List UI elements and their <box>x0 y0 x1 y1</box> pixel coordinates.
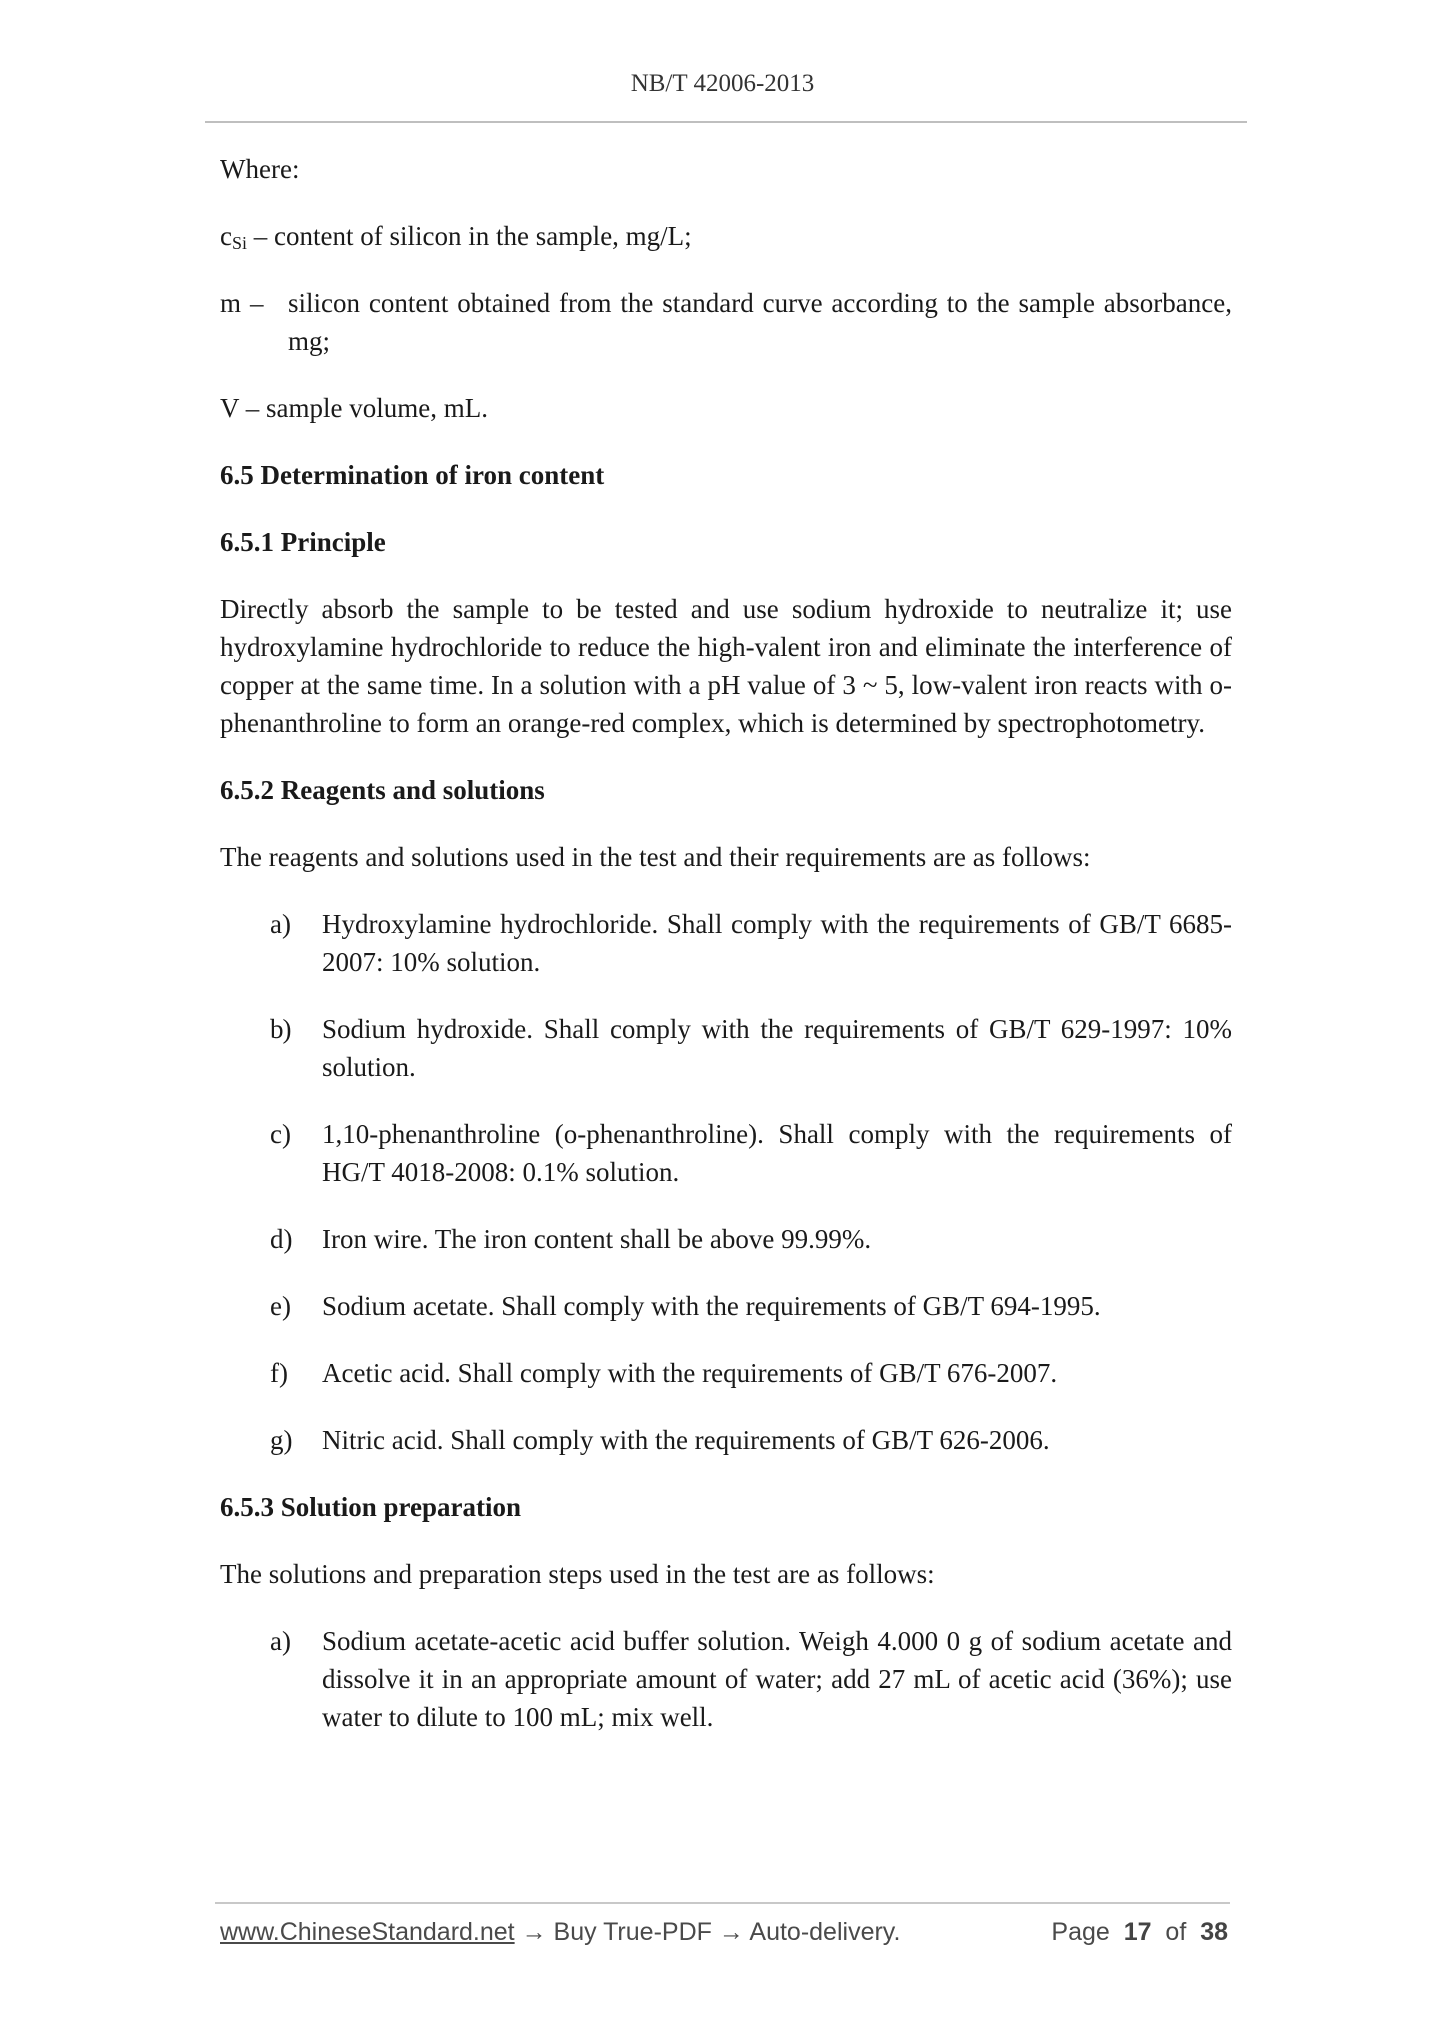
list-marker: f) <box>270 1358 288 1388</box>
definition-m <box>220 284 1232 360</box>
section-heading-6-5: 6.5 Determination of iron content <box>220 460 605 490</box>
website-link[interactable]: www.ChineseStandard.net <box>220 1918 515 1946</box>
definition-c-si <box>220 217 1232 255</box>
list-text: Acetic acid. Shall comply with the requirements of GB/T 676-2007. <box>322 1358 1058 1388</box>
section-heading-6-5-3: 6.5.3 Solution preparation <box>220 1492 522 1522</box>
definition-symbol: c <box>220 221 232 251</box>
reagent-item-f <box>270 1354 1232 1392</box>
list-text: Sodium acetate-acetic acid buffer solution. Weigh 4.000 0 g of sodium acetate and dissolve it in an appropriate amount of water; add 27 mL of acetic acid (36%); use water to dilute to 100 mL; mix well. <box>322 1626 1232 1732</box>
page-content <box>220 150 1232 1765</box>
where-label: Where: <box>220 154 300 184</box>
footer-tagline: → Buy True-PDF → Auto-delivery. <box>514 1918 901 1946</box>
section-heading-6-5-2: 6.5.2 Reagents and solutions <box>220 775 545 805</box>
reagent-item-g <box>270 1421 1232 1459</box>
list-text: Nitric acid. Shall comply with the requirements of GB/T 626-2006. <box>322 1425 1050 1455</box>
header-divider <box>205 121 1247 123</box>
definition-text: – content of silicon in the sample, mg/L; <box>247 221 692 251</box>
list-marker: d) <box>270 1224 293 1254</box>
document-code-header: NB/T 42006-2013 <box>630 70 815 97</box>
list-text: Sodium acetate. Shall comply with the requirements of GB/T 694-1995. <box>322 1291 1101 1321</box>
page-current: 17 <box>1123 1918 1152 1946</box>
principle-paragraph: Directly absorb the sample to be tested and use sodium hydroxide to neutralize it; use hydroxylamine hydrochloride to reduce the high-valent iron and eliminate the interference of copper at the same time. In a solution with a pH value of 3 ~ 5, low-valent iron reacts with o-phenanthroline to form an orange-red complex, which is determined by spectrophotometry. <box>220 594 1232 738</box>
list-marker: b) <box>270 1014 291 1044</box>
reagent-item-e <box>270 1287 1232 1325</box>
list-marker: e) <box>270 1291 291 1321</box>
page-of: of <box>1165 1918 1187 1946</box>
page-label: Page <box>1051 1918 1110 1946</box>
list-marker: a) <box>270 909 291 939</box>
footer-divider <box>215 1902 1230 1904</box>
preparation-intro: The solutions and preparation steps used in the test are as follows: <box>220 1559 935 1589</box>
definition-dash: – <box>250 288 264 318</box>
reagents-intro: The reagents and solutions used in the test and their requirements are as follows: <box>220 842 1091 872</box>
definition-symbol: m <box>220 288 242 318</box>
definition-text: – sample volume, mL. <box>239 393 488 423</box>
section-heading-6-5-1: 6.5.1 Principle <box>220 527 386 557</box>
list-marker: g) <box>270 1425 293 1455</box>
list-text: Iron wire. The iron content shall be above 99.99%. <box>322 1224 872 1254</box>
reagent-item-a <box>270 905 1232 981</box>
list-text: Hydroxylamine hydrochloride. Shall comply with the requirements of GB/T 6685-2007: 10% solution. <box>322 909 1232 977</box>
definition-subscript: Si <box>231 233 247 253</box>
list-marker: a) <box>270 1626 291 1656</box>
footer-promo <box>220 1918 900 1947</box>
list-text: Sodium hydroxide. Shall comply with the requirements of GB/T 629-1997: 10% solution. <box>322 1014 1232 1082</box>
list-marker: c) <box>270 1119 291 1149</box>
definition-text: silicon content obtained from the standard curve according to the sample absorbance, mg; <box>288 288 1232 356</box>
reagent-item-c <box>270 1115 1232 1191</box>
definition-symbol: V <box>220 393 240 423</box>
preparation-item-a <box>270 1622 1232 1736</box>
page-number <box>1051 1918 1228 1947</box>
page-total: 38 <box>1200 1918 1228 1946</box>
reagent-item-d <box>270 1220 1232 1258</box>
reagent-item-b <box>270 1010 1232 1086</box>
definition-v <box>220 389 1232 427</box>
list-text: 1,10-phenanthroline (o-phenanthroline). Shall comply with the requirements of HG/T 4018-2008: 0.1% solution. <box>322 1119 1232 1187</box>
